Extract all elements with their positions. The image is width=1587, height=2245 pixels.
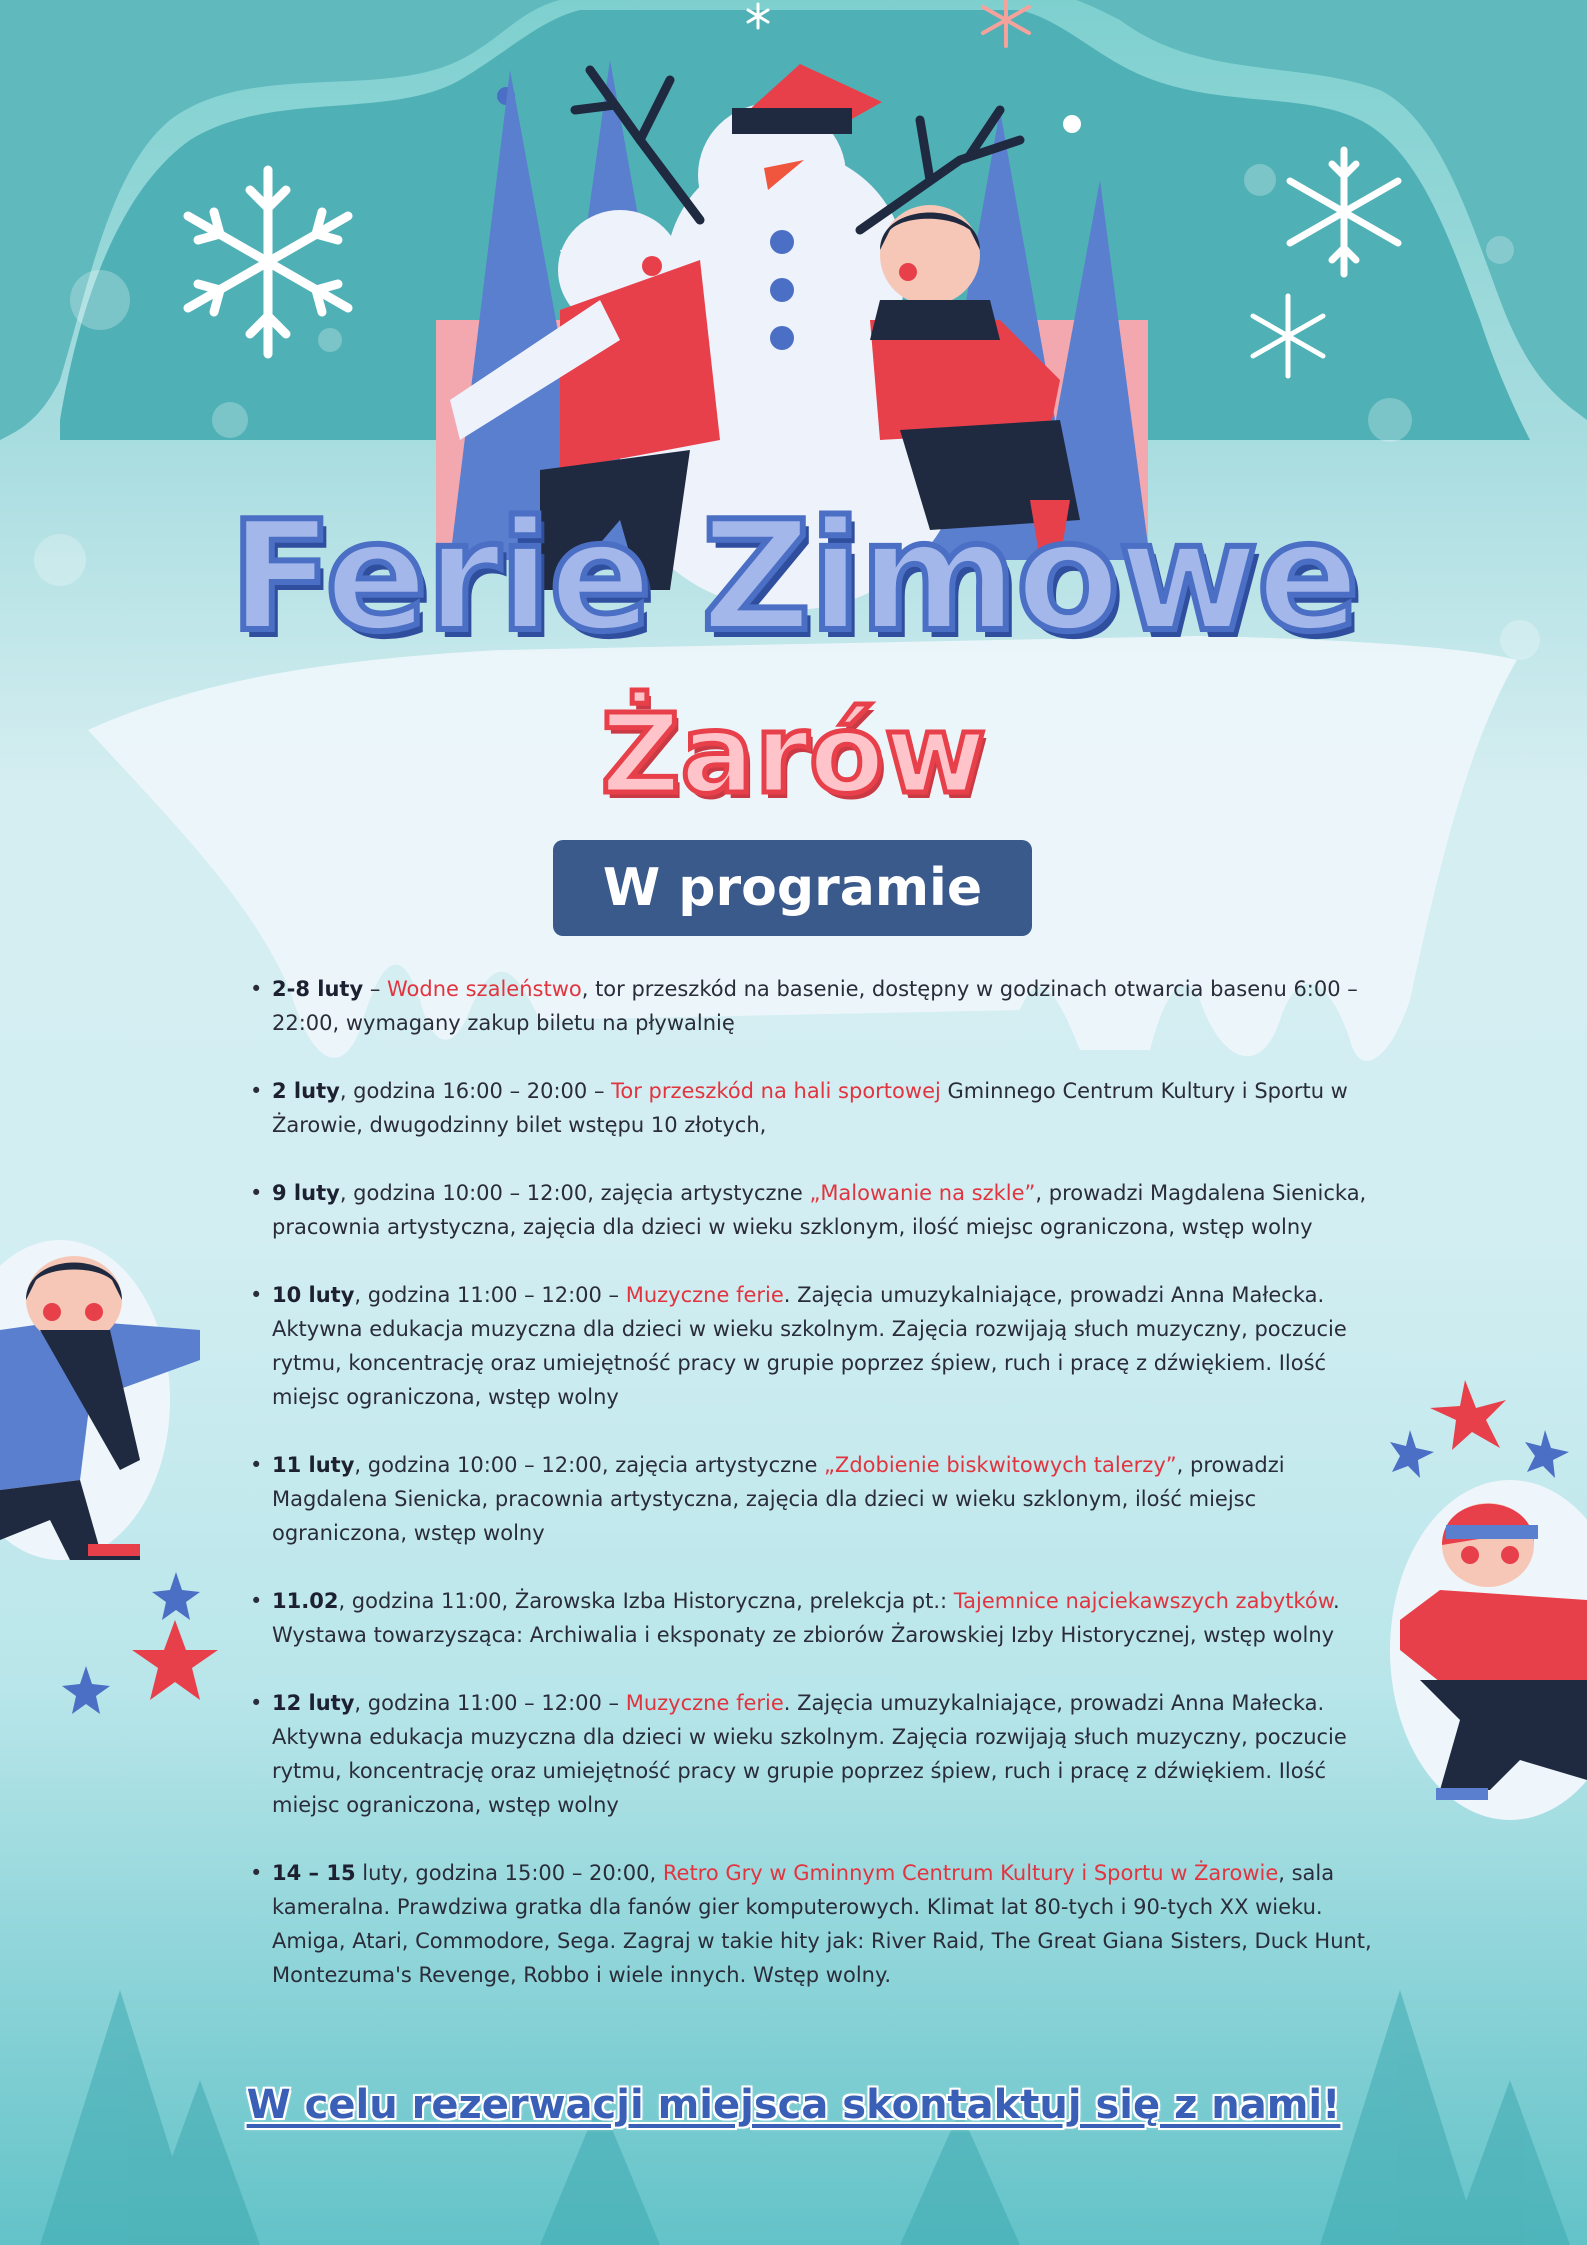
event-item	[272, 1176, 1372, 1244]
event-date: 2-8 luty	[272, 977, 364, 1001]
event-date: 2 luty	[272, 1079, 340, 1103]
snow-dot	[1063, 115, 1081, 133]
event-item	[272, 1584, 1372, 1652]
kid-snow-angel-right	[1390, 1480, 1587, 1820]
event-text: , godzina 11:00, Żarowska Izba Historyczna, prelekcja pt.:	[338, 1589, 954, 1613]
event-text: , prowadzi Magdalena Sienicka, pracownia artystyczna, zajęcia dla dzieci w wieku szklonym, ilość miejsc ograniczona, wstęp wolny	[272, 1181, 1367, 1239]
event-date: 12 luty	[272, 1691, 355, 1715]
event-text: luty, godzina 15:00 – 20:00,	[355, 1861, 663, 1885]
event-highlight: Wodne szaleństwo	[387, 977, 582, 1001]
event-text: Gminnego Centrum Kultury i Sportu w Żarowie, dwugodzinny bilet wstępu 10 złotych,	[272, 1079, 1348, 1137]
event-text: , godzina 10:00 – 12:00, zajęcia artystyczne	[339, 1181, 810, 1205]
event-highlight: Tajemnice najciekawszych zabytków	[953, 1589, 1333, 1613]
events-list	[250, 972, 1372, 2026]
kid-snow-angel-left	[0, 1240, 200, 1560]
event-item	[272, 1856, 1372, 1992]
event-item	[272, 972, 1372, 1040]
event-text: , sala kameralna. Prawdziwa gratka dla fanów gier komputerowych. Klimat lat 80-tych i 90-tych XX wieku. Amiga, Atari, Commodore, Sega. Zagraj w takie hity jak: River Raid, The Great Giana Sisters, Duck Hunt, Montezuma's Revenge, Robbo i wiele innych. Wstęp wolny.	[272, 1861, 1372, 1987]
programme-badge: W programie	[553, 840, 1032, 936]
event-highlight: „Malowanie na szkle”	[809, 1181, 1036, 1205]
event-text: . Wystawa towarzysząca: Archiwalia i eksponaty ze zbiorów Żarowskiej Izby Historycznej, wstęp wolny	[272, 1589, 1340, 1647]
event-text: , tor przeszkód na basenie, dostępny w godzinach otwarcia basenu 6:00 – 22:00, wymagany zakup biletu na pływalnię	[272, 977, 1358, 1035]
event-highlight: Retro Gry w Gminnym Centrum Kultury i Sportu w Żarowie	[662, 1861, 1279, 1885]
event-item	[272, 1074, 1372, 1142]
event-date: 11 luty	[272, 1453, 355, 1477]
event-item	[272, 1278, 1372, 1414]
event-text: , godzina 10:00 – 12:00, zajęcia artystyczne	[354, 1453, 825, 1477]
event-text: , godzina 11:00 – 12:00 –	[354, 1691, 626, 1715]
event-highlight: „Zdobienie biskwitowych talerzy”	[824, 1453, 1177, 1477]
event-highlight: Muzyczne ferie	[625, 1283, 784, 1307]
event-text: . Zajęcia umuzykalniające, prowadzi Anna Małecka. Aktywna edukacja muzyczna dla dzieci w wieku szkolnym. Zajęcia rozwijają słuch muzyczny, poczucie rytmu, koncentrację oraz umiejętność pracy w grupie poprzez śpiew, ruch i pracę z dźwiękiem. Ilość miejsc ograniczona, wstęp wolny	[272, 1283, 1347, 1409]
event-text: . Zajęcia umuzykalniające, prowadzi Anna Małecka. Aktywna edukacja muzyczna dla dzieci w wieku szkolnym. Zajęcia rozwijają słuch muzyczny, poczucie rytmu, koncentrację oraz umiejętność pracy w grupie poprzez śpiew, ruch i pracę z dźwiękiem. Ilość miejsc ograniczona, wstęp wolny	[272, 1691, 1347, 1817]
event-date: 14 – 15	[272, 1861, 356, 1885]
event-item	[272, 1448, 1372, 1550]
event-text: –	[363, 977, 387, 1001]
event-highlight: Tor przeszkód na hali sportowej	[611, 1079, 941, 1103]
poster-subtitle: Żarów	[600, 690, 987, 818]
event-text: , godzina 16:00 – 20:00 –	[339, 1079, 612, 1103]
event-text: , prowadzi Magdalena Sienicka, pracownia artystyczna, zajęcia dla dzieci w wieku szklonym, ilość miejsc ograniczona, wstęp wolny	[272, 1453, 1285, 1545]
event-date: 10 luty	[272, 1283, 355, 1307]
event-date: 11.02	[272, 1589, 339, 1613]
event-highlight: Muzyczne ferie	[625, 1691, 784, 1715]
event-date: 9 luty	[272, 1181, 340, 1205]
reservation-call-to-action: W celu rezerwacji miejsca skontaktuj się z nami!	[246, 2082, 1341, 2128]
event-item	[272, 1686, 1372, 1822]
poster-title: Ferie Zimowe	[229, 488, 1358, 665]
event-text: , godzina 11:00 – 12:00 –	[354, 1283, 626, 1307]
